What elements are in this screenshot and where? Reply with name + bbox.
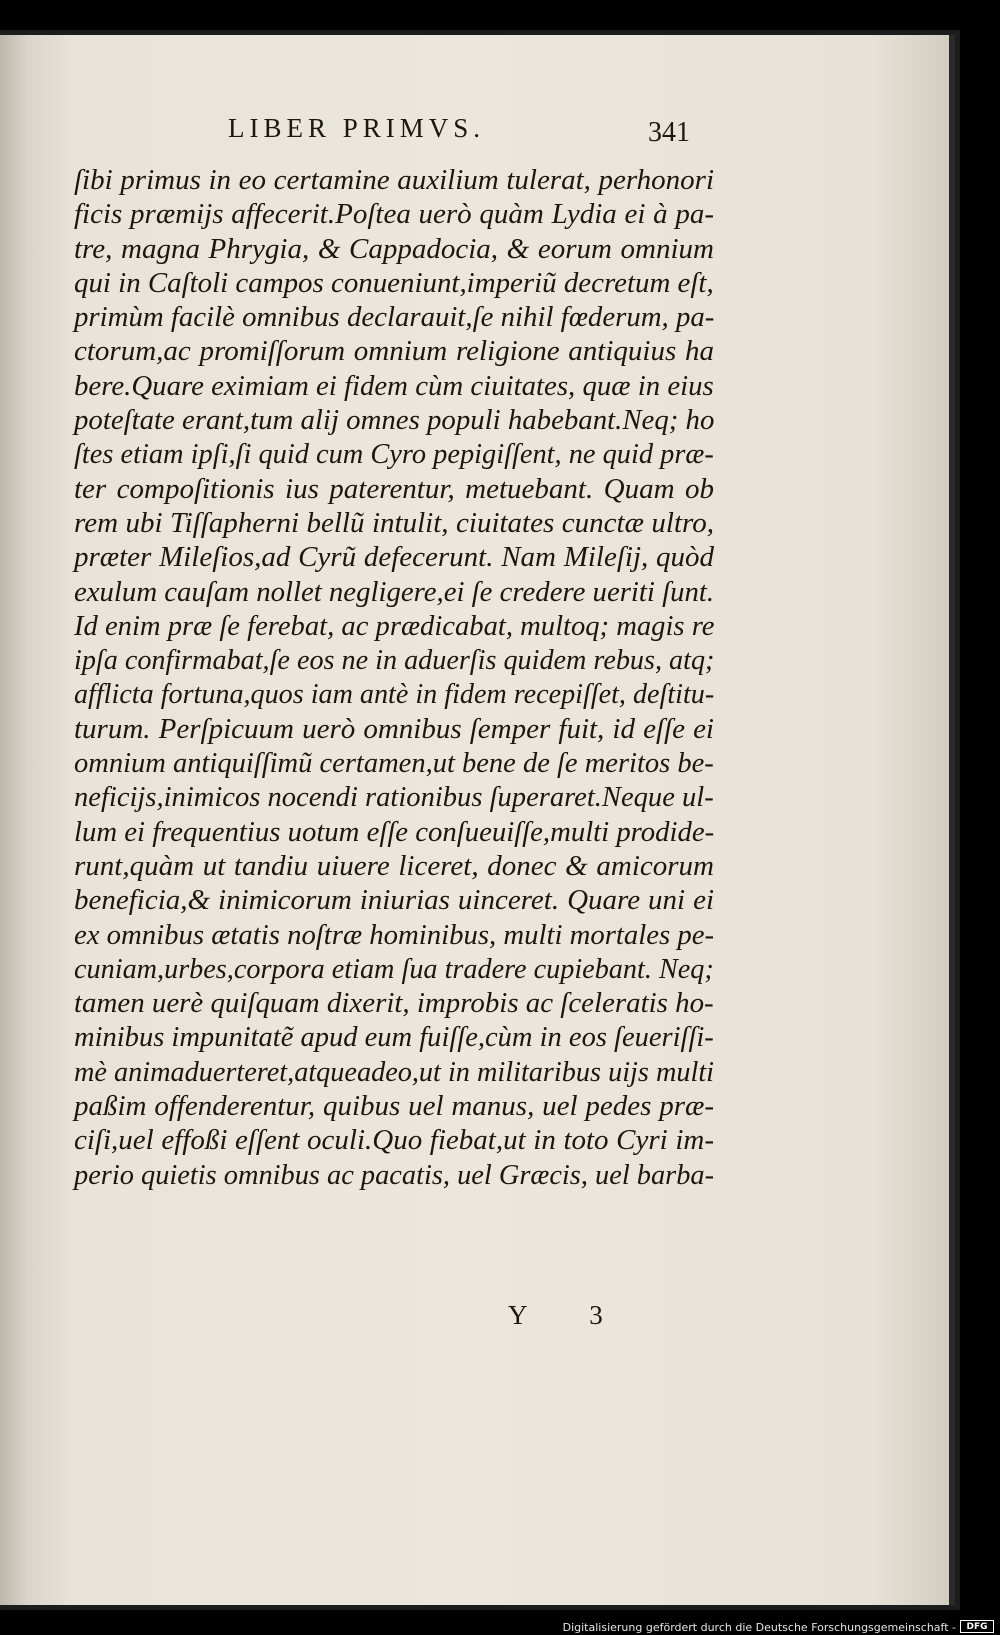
text-line: tre, magna Phrygia, & Cappadocia, & eorum omnium	[74, 232, 714, 265]
text-line: ciſi,uel effoßi eſſent oculi.Quo fiebat,ut in toto Cyri im-	[74, 1124, 714, 1157]
dfg-logo-icon: DFG	[960, 1620, 994, 1633]
text-line: ipſa confirmabat,ſe eos ne in aduerſis quidem rebus, atq;	[74, 644, 715, 677]
text-line: ſibi primus in eo certamine auxilium tulerat, perhonori	[74, 164, 714, 196]
text-line: ter compoſitionis ius paterentur, metuebant. Quam ob	[74, 472, 714, 505]
text-line: ficis præmijs affecerit.Poſtea uerò quàm Lydia ei à pa-	[74, 198, 714, 231]
text-line: Id enim præ ſe ferebat, ac prædicabat, multoq; magis re	[74, 609, 715, 642]
text-line: bere.Quare eximiam ei fidem cùm ciuitates, quæ in eius	[74, 369, 714, 402]
text-line: turum. Perſpicuum uerò omnibus ſemper fuit, id eſſe ei	[74, 712, 714, 745]
page-number: 341	[648, 117, 690, 148]
signature-mark: Y 3	[508, 1300, 631, 1330]
text-line: beneficia,& inimicorum iniurias uinceret. Quare uni ei	[74, 884, 714, 917]
text-line: primùm facilè omnibus declarauit,ſe nihil fœderum, pa-	[74, 301, 715, 334]
text-line: mè animaduerteret,atqueadeo,ut in militaribus uijs multi	[74, 1055, 715, 1088]
text-line: minibus impunitatẽ apud eum fuiſſe,cùm in eos ſeueriſſi-	[74, 1021, 714, 1054]
body-text	[74, 163, 714, 1192]
text-line: afflicta fortuna,quos iam antè in fidem recepiſſet, deſtitu-	[74, 678, 715, 711]
text-line: exulum cauſam nollet negligere,ei ſe credere ueriti ſunt.	[74, 575, 715, 608]
funding-credit: Digitalisierung gefördert durch die Deutsche Forschungsgemeinschaft -	[562, 1621, 956, 1634]
text-line: præter Mileſios,ad Cyrũ defecerunt. Nam Mileſij, quòd	[74, 541, 714, 574]
text-line: rem ubi Tiſſapherni bellũ intulit, ciuitates cunctæ ultro,	[74, 506, 714, 539]
text-line: qui in Caſtoli campos conueniunt,imperiũ decretum eſt,	[74, 266, 714, 299]
text-line: ex omnibus ætatis noſtræ hominibus, multi mortales pe-	[74, 918, 715, 951]
text-line: neficijs,inimicos nocendi rationibus ſuperaret.Neque ul-	[74, 781, 714, 814]
digitization-footer	[0, 1617, 1000, 1635]
book-page	[0, 35, 955, 1605]
text-line: perio quietis omnibus ac pacatis, uel Græcis, uel barba-	[74, 1158, 715, 1191]
text-line: tamen uerè quiſquam dixerit, improbis ac ſceleratis ho-	[74, 987, 714, 1020]
text-line: paßim offenderentur, quibus uel manus, uel pedes præ-	[74, 1090, 714, 1123]
text-line: ſtes etiam ipſi,ſi quid cum Cyro pepigiſſent, ne quid præ-	[74, 438, 714, 471]
text-line: omnium antiquiſſimũ certamen,ut bene de ſe meritos be-	[74, 747, 714, 780]
text-line: cuniam,urbes,corpora etiam ſua tradere cupiebant. Neq;	[74, 952, 714, 985]
text-line: poteſtate erant,tum alij omnes populi habebant.Neq; ho	[74, 404, 715, 437]
page-header	[0, 113, 955, 153]
text-line: ctorum,ac promiſſorum omnium religione antiquius ha	[74, 335, 714, 368]
running-title: LIBER PRIMVS.	[228, 113, 486, 143]
text-line: lum ei frequentius uotum eſſe conſueuiſſe,multi prodide-	[74, 815, 715, 848]
text-line: runt,quàm ut tandiu uiuere liceret, donec & amicorum	[74, 849, 714, 882]
